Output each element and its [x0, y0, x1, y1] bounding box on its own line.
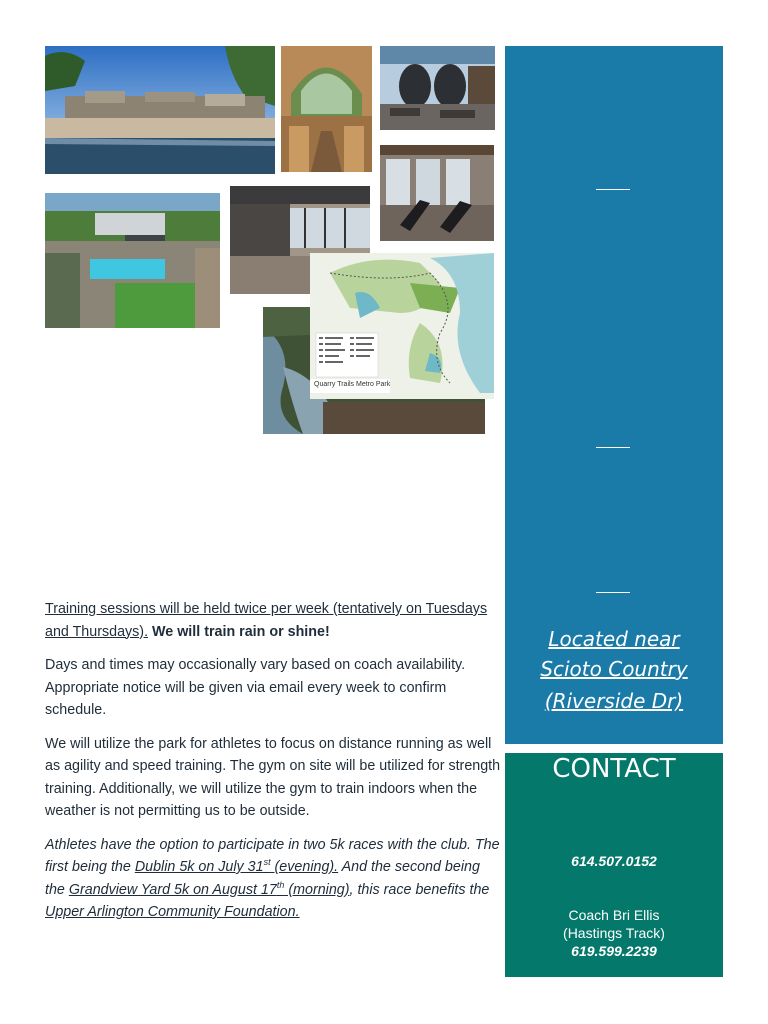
race-dublin-time: (evening). — [270, 859, 339, 875]
paragraph-facilities: We will utilize the park for athletes to focus on distance running as well as agility and speed training. The gym on site will be utilized for strength training. Additionally, we will utilize the gym to train indoors when the weather is not permitting us to be outside. — [45, 735, 501, 819]
coach-location: (Hastings Track) — [563, 925, 665, 941]
location-line-2: Scioto Country — [540, 657, 688, 681]
paragraph-races — [45, 834, 501, 924]
location-text — [505, 624, 723, 716]
race-grandview-text: Grandview Yard 5k on August 17 — [68, 881, 277, 898]
race-dublin-link[interactable] — [135, 859, 338, 875]
contact-title: CONTACT — [552, 754, 676, 784]
rain-or-shine-text: We will train rain or shine! — [152, 623, 330, 640]
location-panel — [505, 46, 723, 744]
location-line-1: Located near — [548, 627, 680, 651]
divider-rule-3 — [596, 592, 630, 593]
body-text — [45, 598, 501, 935]
divider-rule-2 — [596, 447, 630, 448]
photo-pool-aerial — [45, 193, 220, 328]
park-map — [310, 253, 494, 399]
races-benefit: , this race benefits the — [349, 881, 490, 898]
races-middle: And the second being the — [45, 859, 480, 898]
coach-phone[interactable]: 619.599.2239 — [571, 943, 657, 959]
paragraph-availability: Days and times may occasionally vary based on coach availability. Appropriate notice will be given via email every week to confirm schedule. — [45, 657, 466, 718]
photo-sauna-interior — [281, 46, 372, 172]
divider-rule-1 — [596, 189, 630, 190]
race-grandview-link[interactable] — [68, 879, 350, 898]
race-grandview-sup: th — [276, 879, 285, 890]
race-grandview-time: (morning) — [284, 881, 350, 898]
schedule-text: Training sessions will be held twice per week (tentatively on Tuesdays and Thursdays). — [45, 601, 488, 640]
photo-gym-treadmills — [380, 145, 494, 241]
races-intro: Athletes have the option to participate in two 5k races with the club. The first being the — [45, 836, 500, 875]
map-title: Quarry Trails Metro Park — [314, 381, 391, 388]
contact-phone-primary[interactable]: 614.507.0152 — [571, 853, 657, 869]
coach-name: Coach Bri Ellis — [568, 907, 660, 923]
coach-info — [505, 906, 723, 960]
location-line-3: (Riverside Dr) — [544, 689, 684, 713]
contact-panel — [505, 753, 723, 977]
photo-sauna-barrels — [380, 46, 495, 130]
foundation-link[interactable]: Upper Arlington Community Foundation. — [45, 904, 300, 920]
race-dublin-sup: st — [263, 857, 271, 868]
paragraph-schedule — [45, 598, 501, 643]
photo-riverside-apartments — [45, 46, 275, 174]
race-dublin-text: Dublin 5k on July 31 — [134, 859, 264, 875]
